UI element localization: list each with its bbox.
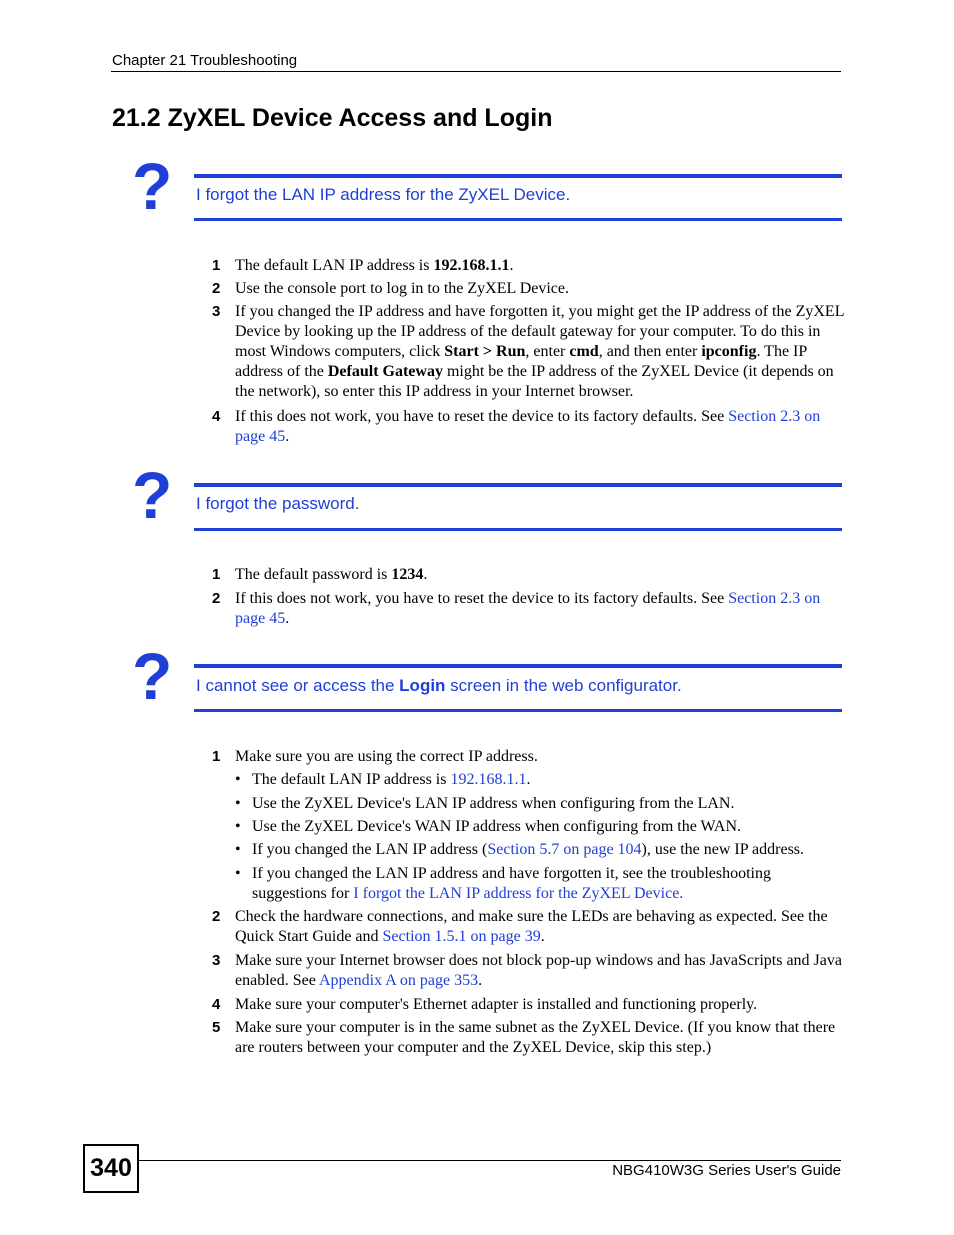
question-bar-bottom bbox=[194, 528, 842, 531]
cross-reference-link[interactable]: I forgot the LAN IP address for the ZyXEL Device. bbox=[353, 885, 684, 902]
section-title: 21.2 ZyXEL Device Access and Login bbox=[112, 104, 553, 132]
question-bar-top bbox=[194, 664, 842, 668]
page-number: 340 bbox=[83, 1144, 139, 1193]
cross-reference-link[interactable]: Section 2.3 on page 45 bbox=[235, 408, 821, 445]
cross-reference-link[interactable]: Section 1.5.1 on page 39 bbox=[382, 928, 541, 945]
footer-rule bbox=[139, 1160, 841, 1161]
running-footer: NBG410W3G Series User's Guide bbox=[612, 1162, 841, 1179]
question-bar-top bbox=[194, 174, 842, 178]
cross-reference-link[interactable]: Section 5.7 on page 104 bbox=[487, 841, 642, 858]
question-mark-icon: ? bbox=[132, 149, 173, 223]
question-bar-bottom bbox=[194, 709, 842, 712]
ip-address-link[interactable]: 192.168.1.1 bbox=[450, 771, 527, 788]
running-header: Chapter 21 Troubleshooting bbox=[112, 52, 298, 69]
question-heading: I forgot the LAN IP address for the ZyXEL Device. bbox=[196, 185, 571, 204]
question-heading: I cannot see or access the Login screen in the web configurator. bbox=[196, 676, 682, 695]
question-bar-bottom bbox=[194, 218, 842, 221]
header-rule bbox=[111, 71, 841, 72]
question-mark-icon: ? bbox=[132, 458, 173, 532]
question-mark-icon: ? bbox=[132, 639, 173, 713]
question-heading: I forgot the password. bbox=[196, 494, 360, 513]
question-bar-top bbox=[194, 483, 842, 487]
cross-reference-link[interactable]: Appendix A on page 353 bbox=[318, 972, 479, 989]
cross-reference-link[interactable]: Section 2.3 on page 45 bbox=[235, 590, 821, 627]
